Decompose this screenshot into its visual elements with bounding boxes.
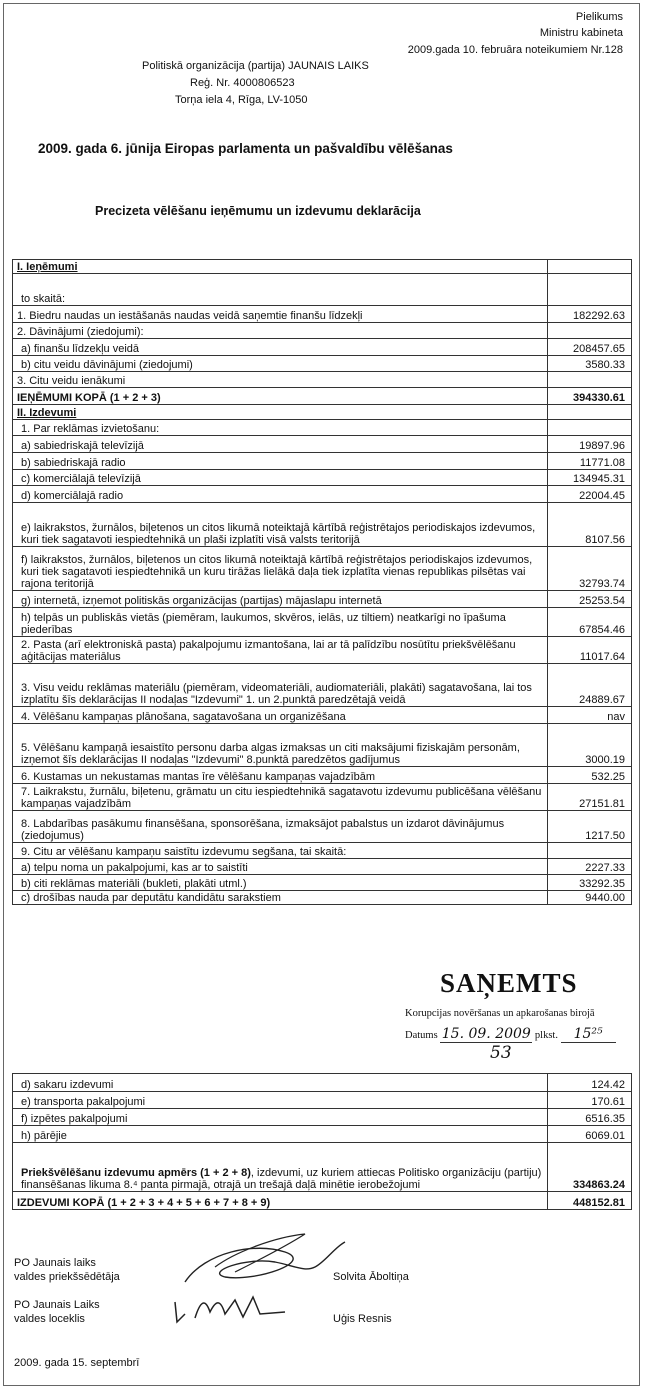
row-label — [13, 1143, 548, 1192]
row-label: f) izpētes pakalpojumi — [13, 1109, 548, 1126]
table-row — [13, 843, 632, 859]
table-row — [13, 274, 632, 306]
row-label-rest: , izdevumi, uz kuriem attiecas Politisko organizāciju (partiju) finansēšanas likuma 8.⁴ panta pirmajā, otrajā un trešajā daļā minētie ierobežojumi — [21, 1167, 542, 1191]
row-value: 8107.56 — [548, 503, 632, 547]
table-row — [13, 608, 632, 637]
row-label: IZDEVUMI KOPĀ (1 + 2 + 3 + 4 + 5 + 6 + 7 + 8 + 9) — [13, 1192, 548, 1210]
table-row — [13, 1092, 632, 1109]
table-row — [13, 436, 632, 453]
table-row — [13, 1109, 632, 1126]
row-value: 27151.81 — [548, 784, 632, 811]
table-row — [13, 784, 632, 811]
row-value: 448152.81 — [548, 1192, 632, 1210]
row-label: 4. Vēlēšanu kampaņas plānošana, sagatavošana un organizēšana — [13, 707, 548, 724]
row-value: 11771.08 — [548, 453, 632, 470]
stamp-date-value: 15. 09. 2009 — [441, 1026, 531, 1042]
row-value: 25253.54 — [548, 591, 632, 608]
row-value: 3000.19 — [548, 724, 632, 767]
table-row — [13, 420, 632, 436]
stamp-time-label: plkst. — [534, 1030, 558, 1041]
row-value: 33292.35 — [548, 875, 632, 891]
row-label: 8. Labdarības pasākumu finansēšana, sponsorēšana, izmaksājot pabalstus un izdarot dāvinājumus (ziedojumus) — [13, 811, 548, 843]
row-value — [548, 372, 632, 388]
table-row — [13, 470, 632, 486]
signer2-role — [14, 1298, 100, 1326]
row-value: 182292.63 — [548, 306, 632, 323]
stamp-date-label: Datums — [405, 1030, 438, 1041]
table-row — [13, 453, 632, 470]
stamp-number: 53 — [490, 1043, 512, 1063]
signer2-org: PO Jaunais Laiks — [14, 1299, 100, 1311]
table-row — [13, 547, 632, 591]
row-value: 124.42 — [548, 1074, 632, 1092]
row-label: IEŅĒMUMI KOPĀ (1 + 2 + 3) — [13, 388, 548, 405]
table-row — [13, 1074, 632, 1092]
row-label: e) transporta pakalpojumi — [13, 1092, 548, 1109]
row-label: 2. Dāvinājumi (ziedojumi): — [13, 323, 548, 339]
row-value: 11017.64 — [548, 637, 632, 664]
row-value: 32793.74 — [548, 547, 632, 591]
table-row — [13, 405, 632, 420]
table-row — [13, 591, 632, 608]
signature-2 — [175, 1297, 285, 1322]
stamp-office: Korupcijas novēršanas un apkarošanas birojā — [405, 1008, 595, 1019]
row-value — [548, 843, 632, 859]
stamp-time-value: 15²⁵ — [561, 1026, 616, 1043]
document-title: 2009. gada 6. jūnija Eiropas parlamenta un pašvaldību vēlēšanas — [38, 141, 453, 156]
table-row — [13, 372, 632, 388]
document-subtitle: Precizeta vēlēšanu ieņēmumu un izdevumu deklarācija — [95, 204, 421, 218]
row-label: c) drošības nauda par deputātu kandidātu sarakstiem — [13, 891, 548, 905]
row-value: 6069.01 — [548, 1126, 632, 1143]
reg-number: Reģ. Nr. 4000806523 — [190, 77, 295, 89]
row-label: 6. Kustamas un nekustamas mantas īre vēlēšanu kampaņas vajadzībām — [13, 767, 548, 784]
cabinet-label: Ministru kabineta — [539, 27, 623, 39]
row-label: I. Ieņēmumi — [13, 260, 548, 274]
row-label: 9. Citu ar vēlēšanu kampaņu saistītu izdevumu segšana, tai skaitā: — [13, 843, 548, 859]
row-value — [548, 260, 632, 274]
row-label: f) laikrakstos, žurnālos, biļetenos un citos likumā noteiktajā kārtībā reģistrētajos periodiskajos izdevumos, kuri tiek sagatavoti iespiedtehnikā un kuru tirāžas lielākā daļa tiek izplatīta vienas republikas pilsētas vai rajona teritorijā — [13, 547, 548, 591]
row-value: 334863.24 — [548, 1143, 632, 1192]
org-address: Torņa iela 4, Rīga, LV-1050 — [175, 94, 308, 106]
row-value: 1217.50 — [548, 811, 632, 843]
row-value: 134945.31 — [548, 470, 632, 486]
table-row — [13, 388, 632, 405]
row-label: b) citu veidu dāvinājumi (ziedojumi) — [13, 356, 548, 372]
row-label: II. Izdevumi — [13, 405, 548, 420]
row-value: 9440.00 — [548, 891, 632, 905]
row-value: 6516.35 — [548, 1109, 632, 1126]
table-row — [13, 767, 632, 784]
signer1-title: valdes priekšsēdētāja — [14, 1271, 120, 1283]
row-label: 1. Biedru naudas un iestāšanās naudas veidā saņemtie finanšu līdzekļi — [13, 306, 548, 323]
row-label: e) laikrakstos, žurnālos, biļetenos un citos likumā noteiktajā kārtībā reģistrētajos periodiskajos izdevumos, kuri tiek sagatavoti iespiedtehnikā un plaši izplatīti visā valsts teritorijā — [13, 503, 548, 547]
stamp-title: SAŅEMTS — [440, 968, 578, 998]
row-value: 394330.61 — [548, 388, 632, 405]
row-value: 532.25 — [548, 767, 632, 784]
table-row — [13, 891, 632, 905]
row-label: a) telpu noma un pakalpojumi, kas ar to saistīti — [13, 859, 548, 875]
row-label: d) sakaru izdevumi — [13, 1074, 548, 1092]
row-label: 7. Laikrakstu, žurnālu, biļetenu, grāmatu un citu iespiedtehnikā sagatavotu izdevumu publicēšana vēlēšanu kampaņas vajadzībām — [13, 784, 548, 811]
row-value: 24889.67 — [548, 664, 632, 707]
table-row — [13, 637, 632, 664]
stamp-date-line — [405, 1026, 616, 1043]
row-value — [548, 323, 632, 339]
org-name: Politiskā organizācija (partija) JAUNAIS LAIKS — [142, 60, 369, 72]
table-row — [13, 859, 632, 875]
row-label: b) citi reklāmas materiāli (bukleti, plakāti utml.) — [13, 875, 548, 891]
table-row — [13, 260, 632, 274]
signer1-name: Solvita Āboltiņa — [333, 1271, 409, 1283]
row-value: nav — [548, 707, 632, 724]
row-value: 2227.33 — [548, 859, 632, 875]
row-label: 3. Citu veidu ienākumi — [13, 372, 548, 388]
row-label: 5. Vēlēšanu kampaņā iesaistīto personu darba algas izmaksas un citi maksājumi fiziskajām personām, izņemot šīs deklarācijas II nodaļas "Izdevumi" 8.punktā paredzētos gadījumus — [13, 724, 548, 767]
regulation-label: 2009.gada 10. februāra noteikumiem Nr.128 — [407, 44, 623, 56]
table-row — [13, 339, 632, 356]
table-row — [13, 707, 632, 724]
signature-scribbles — [165, 1222, 365, 1332]
row-value: 170.61 — [548, 1092, 632, 1109]
row-label: h) pārējie — [13, 1126, 548, 1143]
row-label: g) internetā, izņemot politiskās organizācijas (partijas) mājaslapu internetā — [13, 591, 548, 608]
row-value — [548, 405, 632, 420]
row-label: a) finanšu līdzekļu veidā — [13, 339, 548, 356]
row-value: 67854.46 — [548, 608, 632, 637]
table-row — [13, 1192, 632, 1210]
signer1-role — [14, 1256, 120, 1284]
appendix-label: Pielikums — [575, 11, 623, 23]
table-row — [13, 356, 632, 372]
row-value — [548, 274, 632, 306]
row-value — [548, 420, 632, 436]
row-value: 22004.45 — [548, 486, 632, 503]
row-label: b) sabiedriskajā radio — [13, 453, 548, 470]
table-row — [13, 1143, 632, 1192]
signer2-title: valdes loceklis — [14, 1313, 85, 1325]
signer2-name: Uģis Resnis — [333, 1313, 392, 1325]
row-label: d) komerciālajā radio — [13, 486, 548, 503]
row-label: 1. Par reklāmas izvietošanu: — [13, 420, 548, 436]
expense-continuation-table — [12, 1073, 632, 1210]
signature-1 — [185, 1242, 345, 1282]
table-row — [13, 503, 632, 547]
row-label: 2. Pasta (arī elektroniskā pasta) pakalpojumu izmantošana, lai ar tā palīdzību nosūtītu priekšvēlēšanu aģitācijas materiālus — [13, 637, 548, 664]
table-row — [13, 306, 632, 323]
row-label: h) telpās un publiskās vietās (piemēram, laukumos, skvēros, ielās, uz tiltiem) neatkarīgi no īpašuma piederības — [13, 608, 548, 637]
row-label-bold: Priekšvēlēšanu izdevumu apmērs (1 + 2 + 8) — [21, 1167, 251, 1179]
table-row — [13, 875, 632, 891]
table-row — [13, 323, 632, 339]
income-expense-table — [12, 259, 632, 905]
row-label: to skaitā: — [13, 274, 548, 306]
row-value: 19897.96 — [548, 436, 632, 453]
row-value: 3580.33 — [548, 356, 632, 372]
table-row — [13, 664, 632, 707]
table-row — [13, 811, 632, 843]
signature-date: 2009. gada 15. septembrī — [14, 1357, 140, 1369]
table-row — [13, 1126, 632, 1143]
row-label: a) sabiedriskajā televīzijā — [13, 436, 548, 453]
table-row — [13, 724, 632, 767]
signer1-org: PO Jaunais laiks — [14, 1257, 96, 1269]
row-label: 3. Visu veidu reklāmas materiālu (piemēram, videomateriāli, audiomateriāli, plakāti) sagatavošana, lai tos izplatītu šīs deklarācijas II nodaļas "Izdevumi" 1. un 2.punktā paredzētajā veidā — [13, 664, 548, 707]
row-label: c) komerciālajā televīzijā — [13, 470, 548, 486]
row-value: 208457.65 — [548, 339, 632, 356]
table-row — [13, 486, 632, 503]
